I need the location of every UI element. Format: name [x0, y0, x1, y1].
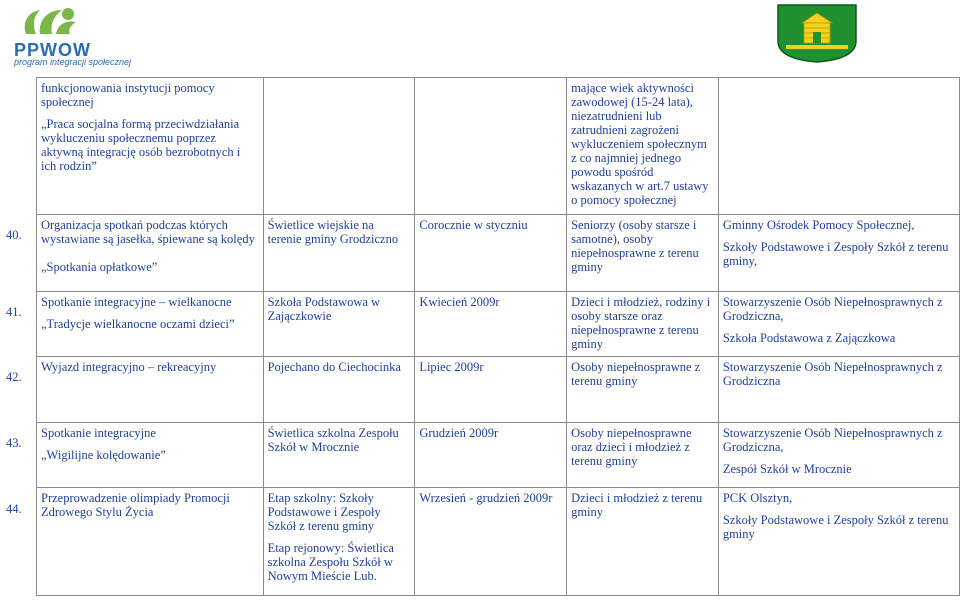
cell-place	[263, 292, 415, 357]
cell-place	[263, 78, 415, 215]
cell-text: „Wigilijne kolędowanie”	[41, 448, 166, 462]
table-row	[37, 423, 960, 488]
cell-place	[263, 488, 415, 596]
cell-target	[567, 488, 719, 596]
cell-text: Świetlice wiejskie na terenie gminy Grodziczno	[267, 218, 399, 246]
cell-target	[567, 292, 719, 357]
row-number: 43.	[6, 436, 22, 450]
cell-activity	[37, 488, 264, 596]
cell-date	[415, 423, 567, 488]
cell-activity	[37, 78, 264, 215]
cell-text: Szkoła Podstawowa z Zajączkowa	[722, 331, 896, 345]
logo-name: PPWOW	[14, 40, 91, 60]
cell-text: Spotkanie integracyjne	[41, 426, 156, 440]
cell-text: Grudzień 2009r	[419, 426, 499, 440]
cell-target	[567, 357, 719, 423]
cell-text: PCK Olsztyn,	[722, 491, 793, 505]
ppwow-logo-icon	[18, 4, 88, 42]
cell-partners	[718, 357, 959, 423]
cell-partners	[718, 292, 959, 357]
cell-text: Szkoła Podstawowa w Zajączkowie	[267, 295, 381, 323]
cell-activity	[37, 292, 264, 357]
cell-activity	[37, 357, 264, 423]
cell-date	[415, 78, 567, 215]
cell-text: Spotkanie integracyjne – wielkanocne	[41, 295, 232, 309]
cell-text: „Tradycje wielkanocne oczami dzieci”	[41, 317, 235, 331]
cell-text: Szkoły Podstawowe i Zespoły Szkół z terenu gminy,	[722, 240, 949, 268]
cell-text: Etap szkolny: Szkoły Podstawowe i Zespoły Szkół z terenu gminy	[267, 491, 381, 533]
cell-date	[415, 488, 567, 596]
table-row	[37, 488, 960, 596]
cell-activity	[37, 423, 264, 488]
cell-place	[263, 423, 415, 488]
cell-date	[415, 215, 567, 292]
municipal-crest-icon	[776, 3, 858, 63]
cell-text: Szkoły Podstawowe i Zespoły Szkół z terenu gminy	[722, 513, 949, 541]
cell-text: „Praca socjalna formą przeciwdziałania wykluczeniu społecznemu poprzez aktywną integrację osób bezrobotnych i ich rodzin”	[41, 117, 241, 173]
row-number: 40.	[6, 228, 22, 242]
cell-text: „Spotkania opłatkowe”	[41, 260, 158, 274]
cell-text: Dzieci i młodzież, rodziny i osoby starsze oraz niepełnosprawne z terenu gminy	[571, 295, 711, 351]
cell-place	[263, 215, 415, 292]
cell-text: Pojechano do Ciechocinka	[267, 360, 401, 374]
cell-target	[567, 78, 719, 215]
cell-text: mające wiek aktywności zawodowej (15-24 lata), niezatrudnieni lub zatrudnieni zagrożeni wykluczeniem społecznym z co najmniej jednego powodu spośród wskazanych w art.7 ustawy o pomocy społecznej	[571, 81, 709, 207]
cell-date	[415, 357, 567, 423]
table-row	[37, 78, 960, 215]
logo-tagline: program integracji społecznej	[14, 57, 132, 67]
cell-text: Corocznie w styczniu	[419, 218, 528, 232]
cell-text: Dzieci i młodzież z terenu gminy	[571, 491, 703, 519]
activities-table	[36, 77, 960, 596]
cell-partners	[718, 215, 959, 292]
cell-place	[263, 357, 415, 423]
cell-text: Osoby niepełnosprawne oraz dzieci i młodzież z terenu gminy	[571, 426, 692, 468]
ppwow-logo	[14, 4, 204, 67]
cell-text: Wrzesień - grudzień 2009r	[419, 491, 553, 505]
cell-text: Seniorzy (osoby starsze i samotne), osoby niepełnosprawne z terenu gminy	[571, 218, 699, 274]
cell-text: Organizacja spotkań podczas których wystawiane są jasełka, śpiewane są kolędy	[41, 218, 255, 246]
cell-activity	[37, 215, 264, 292]
cell-text: Lipiec 2009r	[419, 360, 484, 374]
row-number: 41.	[6, 305, 22, 319]
cell-target	[567, 423, 719, 488]
cell-text: Wyjazd integracyjno – rekreacyjny	[41, 360, 217, 374]
cell-text: Kwiecień 2009r	[419, 295, 500, 309]
row-number: 42.	[6, 370, 22, 384]
table-row	[37, 215, 960, 292]
cell-target	[567, 215, 719, 292]
cell-text: Stowarzyszenie Osób Niepełnosprawnych z Grodziczna,	[722, 426, 943, 454]
cell-partners	[718, 488, 959, 596]
cell-text: Stowarzyszenie Osób Niepełnosprawnych z Grodziczna	[722, 360, 943, 388]
cell-text: Zespół Szkół w Mrocznie	[722, 462, 852, 476]
cell-text: Etap rejonowy: Świetlica szkolna Zespołu Szkół w Nowym Mieście Lub.	[267, 541, 394, 583]
table-row	[37, 292, 960, 357]
row-number: 44.	[6, 502, 22, 516]
cell-text: Świetlica szkolna Zespołu Szkół w Mrocznie	[267, 426, 399, 454]
cell-text: Osoby niepełnosprawne z terenu gminy	[571, 360, 701, 388]
cell-partners	[718, 423, 959, 488]
cell-text: Gminny Ośrodek Pomocy Społecznej,	[722, 218, 915, 232]
cell-date	[415, 292, 567, 357]
cell-partners	[718, 78, 959, 215]
cell-text: Stowarzyszenie Osób Niepełnosprawnych z Grodziczna,	[722, 295, 943, 323]
table-row	[37, 357, 960, 423]
cell-text: funkcjonowania instytucji pomocy społecznej	[41, 81, 215, 109]
cell-text: Przeprowadzenie olimpiady Promocji Zdrowego Stylu Życia	[41, 491, 230, 519]
